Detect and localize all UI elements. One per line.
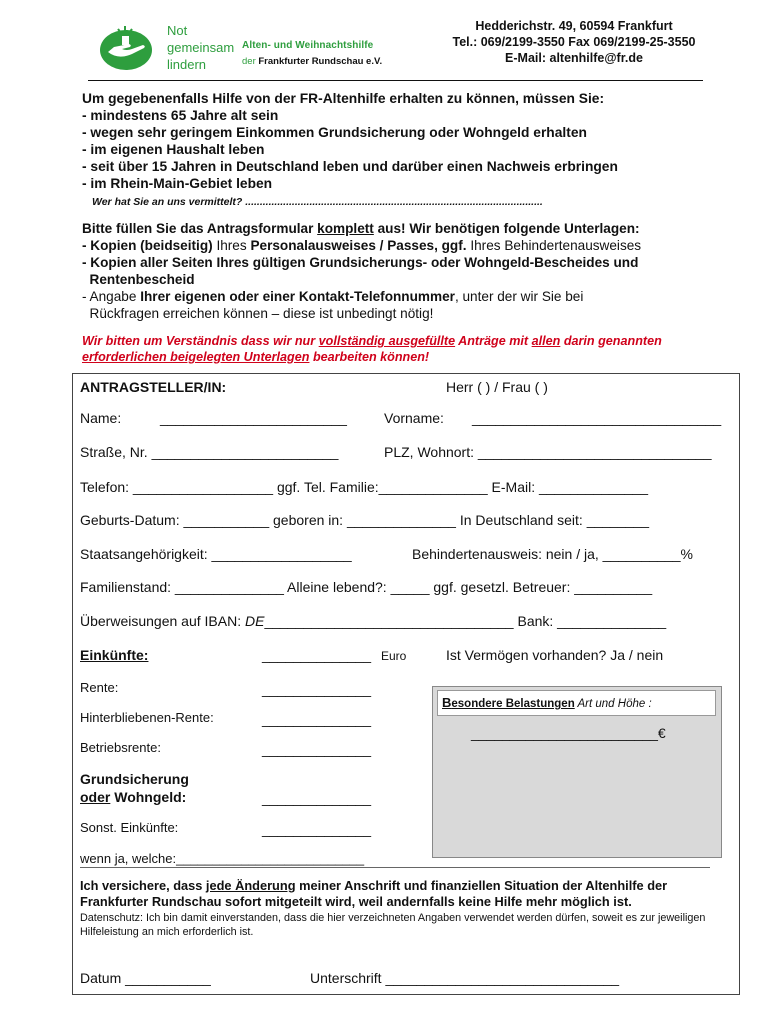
requirement-item: - im Rhein-Main-Gebiet leben [82, 176, 273, 191]
salutation-field[interactable]: Herr ( ) / Frau ( ) [446, 379, 548, 395]
docs-text: Ihres [216, 238, 251, 253]
docs-text: Personalausweises / Passes, ggf. [250, 238, 471, 253]
form-title: ANTRAGSTELLER/IN: [80, 379, 227, 395]
special-burdens-header [437, 690, 716, 716]
org-name-prefix: der [242, 56, 256, 67]
docs-text: Ihrer eigenen oder einer Kontakt-Telefonnummer [140, 289, 455, 304]
org-name-line-1: Alten- und Weihnachtshilfe [242, 40, 374, 51]
docs-komplett: komplett [317, 221, 374, 236]
pension-label: Rente: [80, 680, 119, 695]
housing-benefit-label [80, 789, 186, 805]
address-email: E-Mail: altenhilfe@fr.de [505, 51, 643, 65]
income-total-field[interactable]: ______________ [262, 647, 372, 663]
referral-field[interactable]: Wer hat Sie an uns vermittelt? ...................................................................................................... [92, 196, 543, 208]
requirement-item: - mindestens 65 Jahre alt sein [82, 108, 279, 123]
plz-field[interactable]: PLZ, Wohnort: ______________________________ [384, 444, 712, 460]
warning-note [82, 333, 662, 365]
oder-text: oder [80, 789, 111, 805]
warn-text: Anträge mit [455, 334, 532, 348]
docs-text: - Angabe [82, 289, 141, 304]
logo-text-line-2: gemeinsam [167, 40, 235, 55]
street-field[interactable]: Straße, Nr. ________________________ [80, 444, 339, 460]
decl-underlined: jede Änderung [205, 878, 296, 893]
special-burdens-box[interactable] [432, 686, 722, 858]
other-income-field[interactable]: ______________ [262, 821, 372, 837]
header-divider [88, 80, 703, 81]
logo-text-line-3: lindern [167, 57, 207, 72]
requirements-intro: Um gegebenenfalls Hilfe von der FR-Altenhilfe erhalten zu können, müssen Sie: [82, 91, 605, 106]
warn-text: bearbeiten können! [309, 350, 430, 364]
warn-text: erforderlichen beigelegten Unterlagen [82, 350, 310, 364]
docs-text: Rückfragen erreichen können – diese ist unbedingt nötig! [82, 306, 434, 321]
logo-hands-icon [100, 22, 158, 70]
name-label: Name: [80, 410, 122, 426]
signature-field[interactable]: Unterschrift ______________________________ [310, 970, 620, 986]
warn-text: vollständig ausgefüllte [318, 334, 456, 348]
wohngeld-text: Wohngeld: [110, 789, 187, 805]
docs-text: - Kopien aller Seiten Ihres gültigen Grundsicherungs- oder Wohngeld-Bescheides und [82, 255, 639, 270]
docs-text: - Kopien (beidseitig) [82, 238, 217, 253]
docs-text: , unter der wir Sie bei [454, 289, 584, 304]
org-name-newspaper: Frankfurter Rundschau e.V. [258, 56, 383, 67]
vorname-field[interactable]: ________________________________ [472, 410, 722, 426]
address-block [424, 18, 724, 66]
company-pension-field[interactable]: ______________ [262, 741, 372, 757]
date-field[interactable]: Datum ___________ [80, 970, 211, 986]
logo-text [167, 22, 234, 73]
decl-text: meiner Anschrift und finanziellen Situation der Altenhilfe der Frankfurter Rundschau sofort mitgeteilt wird, weil andernfalls keine Hilfe mehr möglich ist. [80, 878, 668, 909]
privacy-text: Datenschutz: Ich bin damit einverstanden, dass die hier verzeichneten Angaben verwendet werden dürfen, soweit es zur jeweiligen Hilfeleistung an mich erforderlich ist. [80, 912, 706, 938]
vorname-label: Vorname: [384, 410, 444, 426]
warn-text: allen [531, 334, 561, 348]
burden-title: esondere Belastungen [451, 698, 575, 710]
euro-label: Euro [381, 649, 407, 663]
company-pension-label: Betriebsrente: [80, 740, 161, 755]
requirement-item: - wegen sehr geringem Einkommen Grundsicherung oder Wohngeld erhalten [82, 125, 587, 140]
family-status-field[interactable]: Familienstand: ______________ Alleine lebend?: _____ ggf. gesetzl. Betreuer: __________ [80, 579, 653, 595]
other-income-label: Sonst. Einkünfte: [80, 820, 179, 835]
docs-text: Rentenbescheid [82, 272, 195, 287]
requirements-list [82, 90, 618, 192]
pension-field[interactable]: ______________ [262, 681, 372, 697]
iban-prefix: DE [244, 613, 265, 629]
warn-text: darin genannten [560, 334, 662, 348]
docs-text: Ihres Behindertenausweises [470, 238, 642, 253]
burden-subtitle: Art und Höhe : [574, 698, 652, 710]
decl-text: Ich versichere, dass [80, 878, 206, 893]
iban-line: ________________________________ Bank: ______________ [264, 613, 667, 629]
birth-field[interactable]: Geburts-Datum: ___________ geboren in: ______________ In Deutschland seit: ________ [80, 512, 649, 528]
disability-field[interactable]: Behindertenausweis: nein / ja, __________% [412, 546, 693, 562]
basic-security-field[interactable]: ______________ [262, 790, 372, 806]
special-burdens-amount[interactable]: ________________________€ [471, 725, 666, 741]
org-name-line-2 [242, 56, 382, 67]
basic-security-label: Grundsicherung [80, 771, 189, 787]
declaration-text [80, 878, 736, 910]
requirement-item: - seit über 15 Jahren in Deutschland leben und darüber einen Nachweis erbringen [82, 159, 618, 174]
income-heading: Einkünfte: [80, 647, 149, 663]
logo-text-line-1: Not [167, 23, 188, 38]
which-field[interactable]: wenn ja, welche:__________________________ [80, 851, 365, 866]
form-divider [80, 867, 710, 868]
address-street: Hedderichstr. 49, 60594 Frankfurt [475, 19, 673, 33]
iban-label: Überweisungen auf IBAN: [80, 613, 245, 629]
burden-initial: B [442, 695, 452, 710]
iban-field[interactable] [80, 613, 666, 629]
address-phone: Tel.: 069/2199-3550 Fax 069/2199-25-3550 [452, 35, 696, 49]
name-field[interactable]: ________________________ [160, 410, 347, 426]
warn-text: Wir bitten um Verständnis dass wir nur [82, 334, 319, 348]
docs-text: Bitte füllen Sie das Antragsformular [82, 221, 318, 236]
survivor-pension-label: Hinterbliebenen-Rente: [80, 710, 214, 725]
requirement-item: - im eigenen Haushalt leben [82, 142, 265, 157]
survivor-pension-field[interactable]: ______________ [262, 711, 372, 727]
documents-section [82, 220, 641, 322]
phone-field[interactable]: Telefon: __________________ ggf. Tel. Familie:______________ E-Mail: ______________ [80, 479, 648, 495]
docs-text: aus! Wir benötigen folgende Unterlagen: [373, 221, 640, 236]
assets-field[interactable]: Ist Vermögen vorhanden? Ja / nein [446, 647, 664, 663]
nationality-field[interactable]: Staatsangehörigkeit: __________________ [80, 546, 352, 562]
